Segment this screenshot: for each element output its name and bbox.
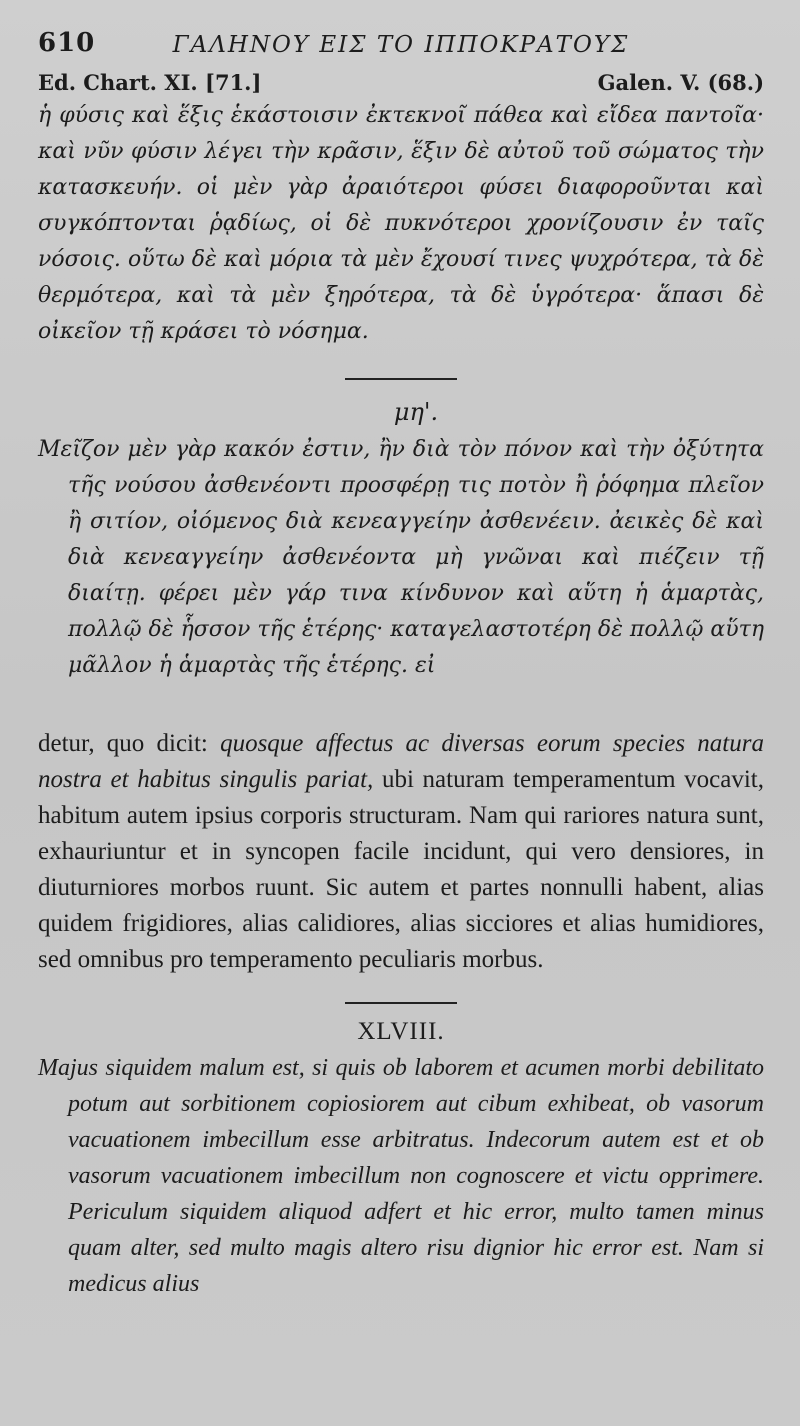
latin-commentary-text — [38, 726, 764, 978]
edition-reference-right: Galen. V. (68.) — [597, 70, 764, 95]
latin-commentary-part1: detur, quo dicit: — [38, 730, 221, 757]
latin-section-number: XLVIII. — [357, 1018, 445, 1045]
running-title: ΓΑΛΗΝΟΥ ΕΙΣ ΤΟ ΙΠΠΟΚΡΑΤΟΥΣ — [172, 32, 630, 58]
latin-commentary-quotation: quosque affectus ac diversas eorum species natura nostra et habitus singulis pariat, — [38, 730, 764, 793]
section-divider-rule-2 — [345, 1002, 457, 1004]
running-head — [38, 28, 764, 68]
latin-commentary-part2: ubi naturam temperamentum vocavit, habitum autem ipsius corporis structuram. Nam qui rariores natura sunt, exhauriuntur et in syncopen facile incidunt, qui vero densiores, in diuturniores morbos ruunt. Sic autem et partes nonnulli habent, alias quidem frigidiores, alias calidiores, alias sicciores et alias humidiores, sed omnibus pro temperamento peculiaris morbus. — [38, 766, 764, 973]
edition-reference-line — [38, 70, 764, 98]
edition-reference-left: Ed. Chart. XI. [71.] — [38, 70, 262, 95]
greek-section-number: μη'. — [393, 398, 439, 426]
greek-aphorism-text: Μεῖζον μὲν γὰρ κακόν ἐστιν, ἢν διὰ τὸν πόνον καὶ τὴν ὀξύτητα τῆς νούσου ἀσθενέοντι προσφέρῃ τις ποτὸν ἢ ῥόφημα πλεῖον ἢ σιτίον, οἰόμενος διὰ κενεαγγείην ἀσθενέειν. ἀεικὲς δὲ καὶ διὰ κενεαγγείην ἀσθενέοντα μὴ γνῶναι καὶ πιέζειν τῇ διαίτῃ. φέρει μὲν γάρ τινα κίνδυνον καὶ αὕτη ἡ ἁμαρτὰς, πολλῷ δὲ ἧσσον τῆς ἑτέρης· καταγελαστοτέρη δὲ πολλῷ αὕτη μᾶλλον ἡ ἁμαρτὰς τῆς ἑτέρης. εἰ — [38, 437, 764, 678]
greek-commentary-text: ἡ φύσις καὶ ἕξις ἑκάστοισιν ἐκτεκνοῖ πάθεα καὶ εἴδεα παντοῖα· καὶ νῦν φύσιν λέγει τὴν κρᾶσιν, ἕξιν δὲ αὐτοῦ τοῦ σώματος τὴν κατασκευήν. οἱ μὲν γὰρ ἀραιότεροι φύσει διαφοροῦνται καὶ συγκόπτονται ῥᾳδίως, οἱ δὲ πυκνότεροι χρονίζουσιν ἐν ταῖς νόσοις. οὕτω δὲ καὶ μόρια τὰ μὲν ἔχουσί τινες ψυχρότερα, τὰ δὲ θερμότερα, καὶ τὰ μὲν ξηρότερα, τὰ δὲ ὑγρότερα· ἅπασι δὲ οἰκεῖον τῇ κράσει τὸ νόσημα. — [38, 103, 764, 344]
latin-aphorism-text: Majus siquidem malum est, si quis ob laborem et acumen morbi debilitato potum aut sorbitionem copiosiorem aut cibum exhibeat, ob vasorum vacuationem imbecillum esse arbitratus. Indecorum autem est et ob vasorum vacuationem imbecillum non cognoscere et victu opprimere. Periculum siquidem aliquod adfert et hic error, multo tamen minus quam alter, sed multo magis altero risu dignior hic error est. Nam si medicus alius — [38, 1055, 764, 1297]
section-divider-rule — [345, 378, 457, 380]
page-number: 610 — [38, 28, 96, 58]
